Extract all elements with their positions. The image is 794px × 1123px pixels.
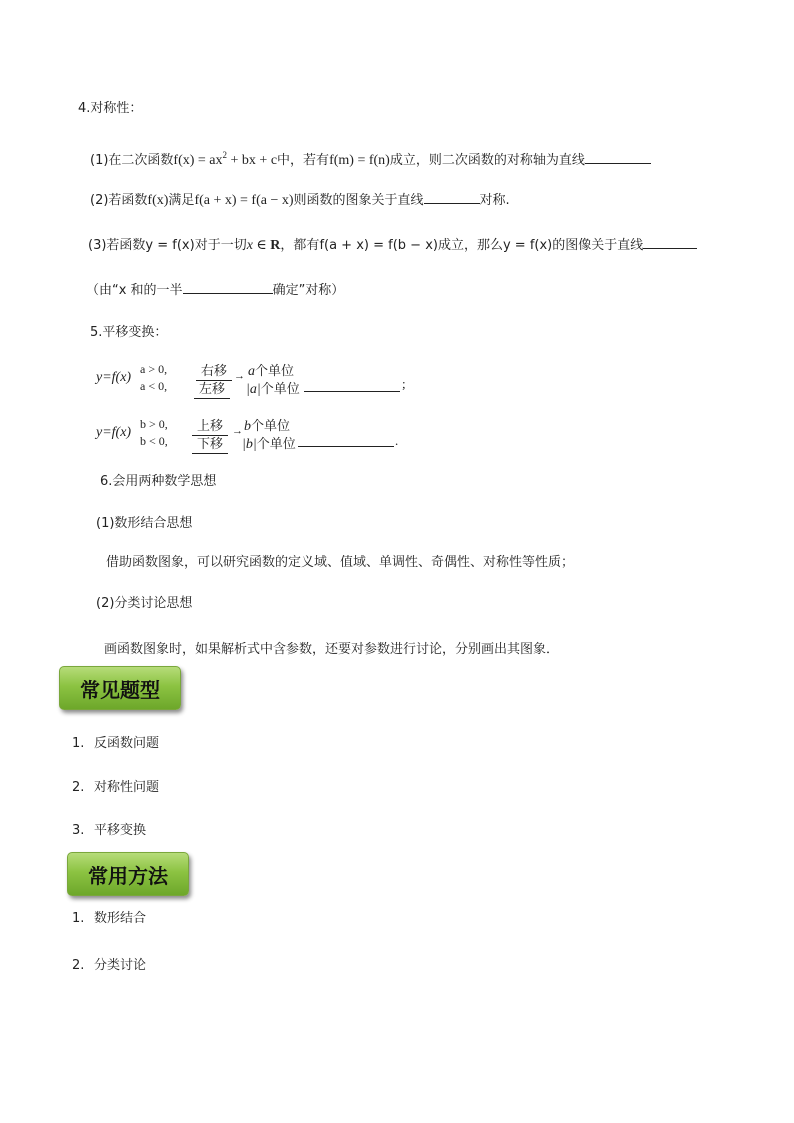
list-item: 1. 数形结合 <box>72 911 147 926</box>
arrow-icon: → <box>232 425 243 437</box>
section-4-title: 4.对称性： <box>78 101 143 116</box>
answer-blank <box>643 236 697 249</box>
section-5-title: 5.平移变换： <box>90 325 168 340</box>
methods-banner: 常用方法 <box>67 852 189 896</box>
symmetry-item-1: (1)在二次函数$f(x) = ax^2$ + bx + c中，若有f(m) = f(n)成立，则二次函数的对称轴为直线 <box>90 146 651 170</box>
answer-blank <box>183 281 273 294</box>
answer-blank <box>424 191 480 204</box>
shift-right-label: 右移 <box>196 360 232 379</box>
symmetry-item-3: (3)若函数y = f(x)对于一切x ∈ R，都有f(a + x) = f(b − x)成立，那么y = f(x)的图像关于直线 <box>88 236 697 255</box>
symmetry-note: （由“x 和的一半 确定”对称） <box>86 283 345 298</box>
method-1-text: 借助函数图象，可以研究函数的定义域、值域、单调性、奇偶性、对称性等性质； <box>106 555 575 570</box>
list-item: 2. 分类讨论 <box>72 958 147 973</box>
answer-blank <box>298 445 394 447</box>
answer-blank <box>304 390 400 392</box>
shift-down-label: 下移 <box>192 433 228 452</box>
method-2-title: (2)分类讨论思想 <box>96 596 193 611</box>
section-6-title: 6.会用两种数学思想 <box>100 474 217 489</box>
horizontal-translation: y=f(x) a > 0, a < 0, 右移 左移 → a个单位 |a|个单位 ; <box>96 362 406 397</box>
shift-up-label: 上移 <box>192 415 228 434</box>
arrow-icon: → <box>234 370 245 382</box>
method-2-text: 画函数图象时，如果解析式中含参数，还要对参数进行讨论，分别画出其图象． <box>104 642 560 657</box>
method-1-title: (1)数形结合思想 <box>96 516 193 531</box>
list-item: 1. 反函数问题 <box>72 736 160 751</box>
list-item: 3. 平移变换 <box>72 823 147 838</box>
shift-left-label: 左移 <box>194 378 230 397</box>
question-types-banner: 常见题型 <box>59 666 181 710</box>
vertical-translation: y=f(x) b > 0, b < 0, 上移 下移 → b个单位 |b|个单位 . <box>96 417 399 452</box>
quadratic-formula: $f(x) = ax^2$ + bx + c <box>173 150 278 168</box>
answer-blank <box>585 151 651 164</box>
symmetry-item-2: (2)若函数f(x)满足f(a + x) = f(a − x)则函数的图象关于直线 对称. <box>90 193 510 208</box>
list-item: 2. 对称性问题 <box>72 780 160 795</box>
